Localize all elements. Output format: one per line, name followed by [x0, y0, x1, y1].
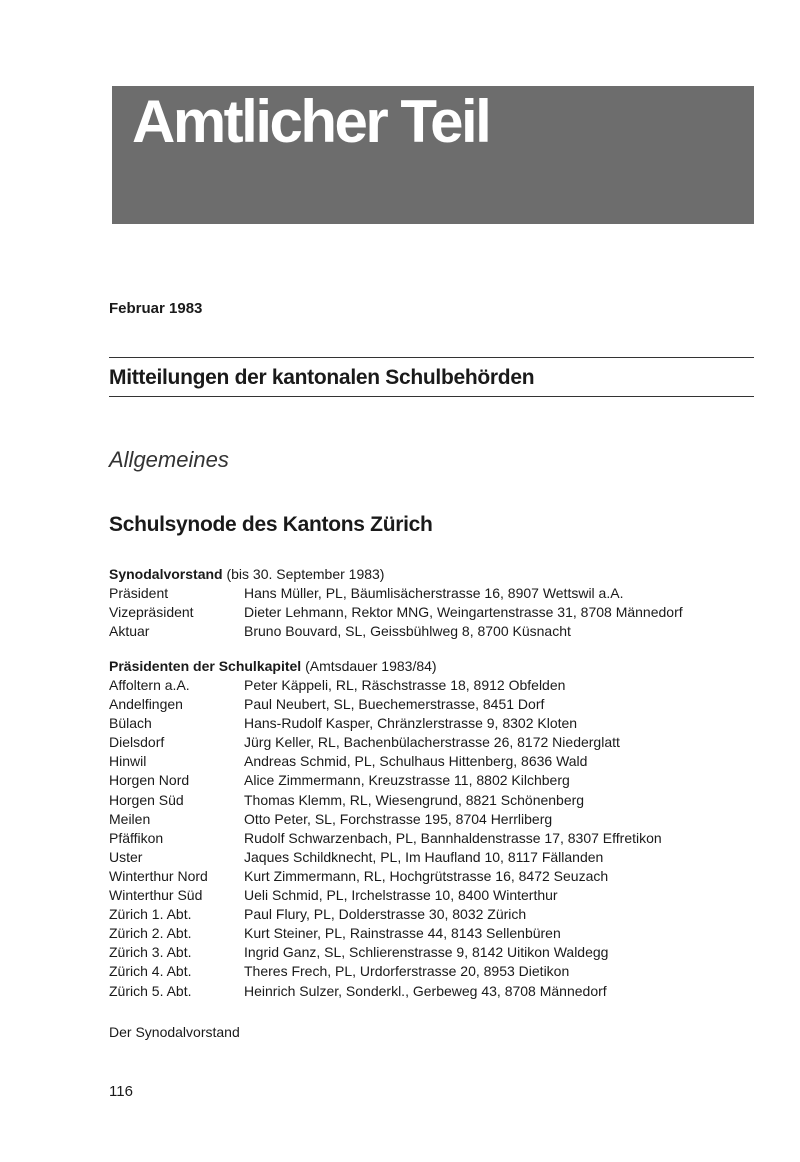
page-number: 116	[109, 1083, 133, 1100]
officer-row-label: Aktuar	[109, 623, 150, 640]
chapter-row-label: Winterthur Süd	[109, 887, 203, 904]
chapter-row	[109, 982, 754, 1001]
issue-date: Februar 1983	[109, 300, 203, 317]
chapter-row-label: Dielsdorf	[109, 734, 165, 751]
chapter-row	[109, 867, 754, 886]
signature: Der Synodalvorstand	[109, 1024, 240, 1040]
chapter-row-label: Uster	[109, 848, 143, 865]
chapter-row-label: Pfäffikon	[109, 829, 164, 846]
chapter-row-label: Zürich 2. Abt.	[109, 925, 192, 942]
chapter-row	[109, 924, 754, 943]
chapter-row	[109, 676, 754, 695]
chapter-row-person: Paul Neubert, SL, Buechemerstrasse, 8451 Dorf	[244, 696, 545, 713]
chapter-row-person: Paul Flury, PL, Dolderstrasse 30, 8032 Zürich	[244, 906, 527, 923]
category-heading: Allgemeines	[109, 447, 229, 472]
chapter-row	[109, 829, 754, 848]
chapter-row	[109, 905, 754, 924]
chapter-row	[109, 714, 754, 733]
section-banner	[112, 86, 754, 224]
chapter-row-person: Otto Peter, SL, Forchstrasse 195, 8704 Herrliberg	[244, 810, 553, 827]
chapter-row-person: Thomas Klemm, RL, Wiesengrund, 8821 Schönenberg	[244, 791, 585, 808]
chapter-row-label: Meilen	[109, 810, 151, 827]
schulkapitel-heading-note: (Amtsdauer 1983/84)	[305, 658, 437, 674]
chapter-row-label: Zürich 5. Abt.	[109, 982, 192, 999]
chapter-row-label: Horgen Nord	[109, 772, 190, 789]
chapter-row-label: Zürich 1. Abt.	[109, 906, 192, 923]
chapter-row-label: Horgen Süd	[109, 791, 184, 808]
officer-row-person: Bruno Bouvard, SL, Geissbühlweg 8, 8700 Küsnacht	[244, 623, 571, 640]
chapter-row	[109, 733, 754, 752]
officer-row	[109, 584, 754, 603]
chapter-row-label: Zürich 3. Abt.	[109, 944, 192, 961]
officer-row-label: Vizepräsident	[109, 604, 194, 621]
officer-row-person: Dieter Lehmann, Rektor MNG, Weingartenstrasse 31, 8708 Männedorf	[244, 604, 683, 621]
chapter-row-person: Kurt Zimmermann, RL, Hochgrütstrasse 16, 8472 Seuzach	[244, 867, 609, 884]
chapter-row	[109, 752, 754, 771]
chapter-row	[109, 848, 754, 867]
section-heading: Mitteilungen der kantonalen Schulbehörden	[109, 366, 535, 389]
chapter-row-person: Peter Käppeli, RL, Räschstrasse 18, 8912 Obfelden	[244, 677, 566, 693]
officer-row-person: Hans Müller, PL, Bäumlisächerstrasse 16, 8907 Wettswil a.A.	[244, 585, 624, 601]
chapter-row-label: Bülach	[109, 715, 152, 732]
chapter-row-label: Hinwil	[109, 753, 147, 770]
chapter-row	[109, 810, 754, 829]
chapter-row-person: Ueli Schmid, PL, Irchelstrasse 10, 8400 Winterthur	[244, 887, 558, 904]
chapter-row-person: Heinrich Sulzer, Sonderkl., Gerbeweg 43, 8708 Männedorf	[244, 982, 607, 999]
schulkapitel-heading-label: Präsidenten der Schulkapitel	[109, 658, 302, 674]
chapter-row-person: Alice Zimmermann, Kreuzstrasse 11, 8802 Kilchberg	[244, 772, 570, 789]
chapter-row-person: Kurt Steiner, PL, Rainstrasse 44, 8143 Sellenbüren	[244, 925, 561, 942]
chapter-row-person: Hans-Rudolf Kasper, Chränzlerstrasse 9, 8302 Kloten	[244, 715, 578, 732]
synodalvorstand-list	[109, 584, 754, 641]
synodalvorstand-heading-note: (bis 30. September 1983)	[226, 566, 385, 582]
chapter-row-label: Winterthur Nord	[109, 867, 208, 884]
chapter-row-person: Ingrid Ganz, SL, Schlierenstrasse 9, 8142 Uitikon Waldegg	[244, 944, 609, 961]
schulkapitel-heading	[109, 657, 754, 676]
chapter-row-person: Jürg Keller, RL, Bachenbülacherstrasse 26, 8172 Niederglatt	[244, 734, 620, 751]
chapter-row-label: Zürich 4. Abt.	[109, 963, 192, 980]
article-title: Schulsynode des Kantons Zürich	[109, 513, 433, 536]
schulkapitel-block	[109, 657, 754, 1001]
chapter-row-person: Rudolf Schwarzenbach, PL, Bannhaldenstrasse 17, 8307 Effretikon	[244, 829, 662, 846]
chapter-row	[109, 943, 754, 962]
banner-title: Amtlicher Teil	[132, 88, 490, 155]
chapter-row-person: Andreas Schmid, PL, Schulhaus Hittenberg, 8636 Wald	[244, 753, 588, 770]
chapter-row-person: Theres Frech, PL, Urdorferstrasse 20, 8953 Dietikon	[244, 963, 570, 980]
synodalvorstand-block	[109, 565, 754, 641]
officer-row-label: Präsident	[109, 585, 169, 601]
chapter-row-person: Jaques Schildknecht, PL, Im Haufland 10, 8117 Fällanden	[244, 848, 604, 865]
chapter-row	[109, 771, 754, 790]
chapter-row	[109, 886, 754, 905]
chapter-row-label: Affoltern a.A.	[109, 677, 190, 693]
heading-rule-top	[109, 357, 754, 358]
officer-row	[109, 622, 754, 641]
officer-row	[109, 603, 754, 622]
chapter-row	[109, 791, 754, 810]
chapter-row	[109, 962, 754, 981]
chapter-row-label: Andelfingen	[109, 696, 183, 713]
synodalvorstand-heading	[109, 565, 754, 584]
heading-rule-bottom	[109, 396, 754, 397]
chapter-row	[109, 695, 754, 714]
schulkapitel-list	[109, 676, 754, 1001]
synodalvorstand-heading-label: Synodalvorstand	[109, 566, 223, 582]
